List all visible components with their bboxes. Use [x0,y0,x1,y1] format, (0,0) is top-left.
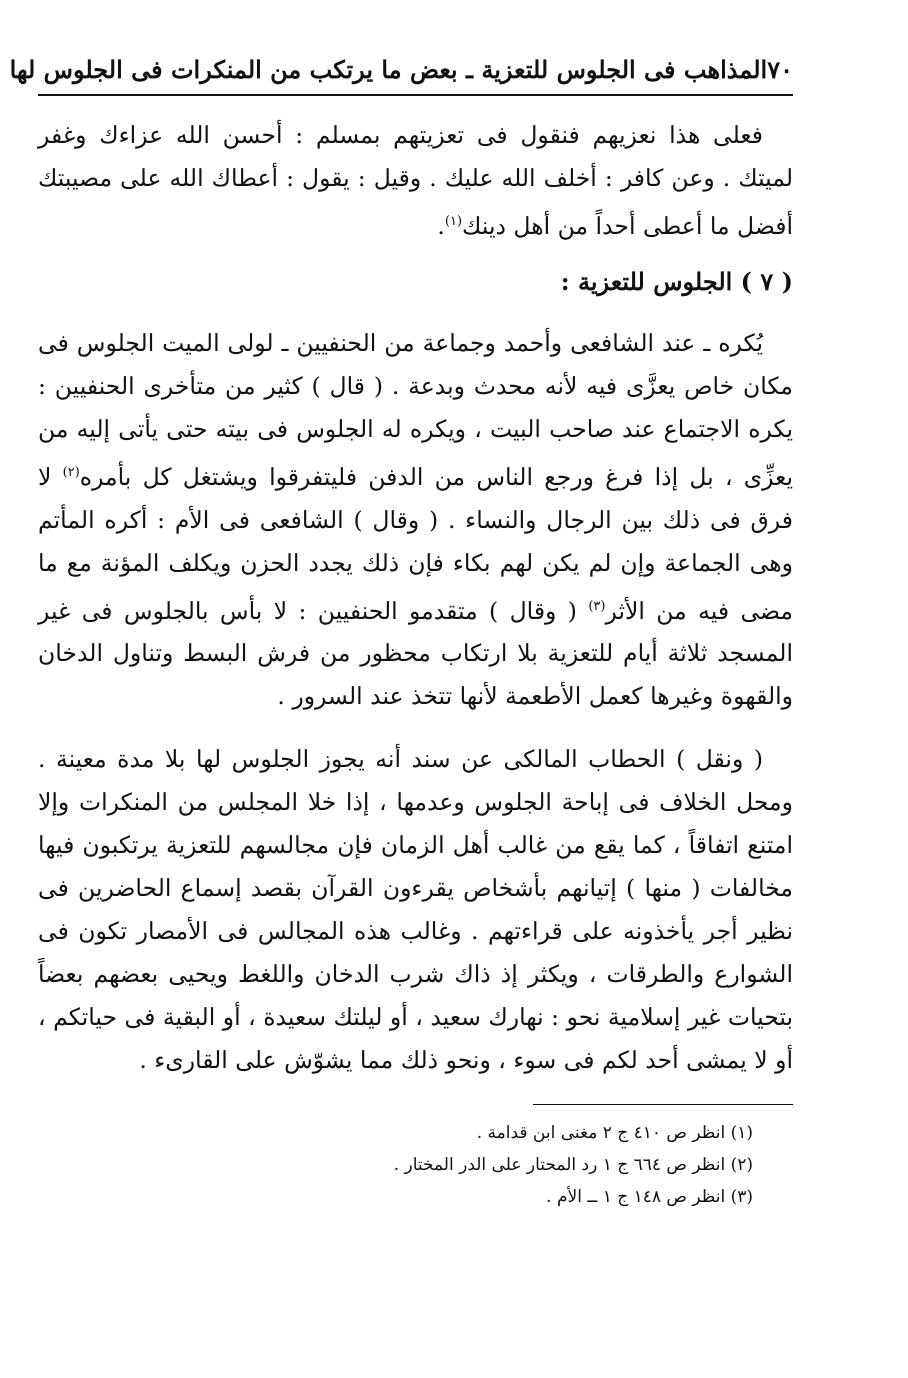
section-heading: ( ٧ ) الجلوس للتعزية : [560,266,793,296]
paragraph-gap [38,718,793,738]
paragraph-1-text: فعلى هذا نعزيهم فنقول فى تعزيتهم بمسلم : أحسن الله عزاءك وغفر لميتك . وعن كافر : أخلف الله عليك . وقيل : يقول : أعطاك الله على مصيبتك أفضل ما أعطى أحداً من أهل دينك [38,121,793,240]
paragraph-2-part-1: يُكره ـ عند الشافعى وأحمد وجماعة من الحنفيين ـ لولى الميت الجلوس فى مكان خاص يعزَّى فيه لأنه محدث وبدعة . ( قال ) كثير من متأخرى الحنفيين : يكره الاجتماع عند صاحب البيت ، ويكره له الجلوس فى بيته حتى يأتى إليه من يعزِّى ، بل إذا فرغ ورجع الناس من الدفن فليتفرقوا ويشتغل كل بأمره [38,328,794,491]
footnote-ref-1: (١) [444,214,463,229]
document-page [9,50,794,1213]
paragraph-1 [38,114,793,248]
footnote-rule [533,1104,793,1105]
body-text [38,114,793,1082]
running-title: المذاهب فى الجلوس للتعزية ـ بعض ما يرتكب من المنكرات فى الجلوس لها [9,55,768,84]
header-rule [38,94,793,96]
footnote-1: (١) انظر ص ٤١٠ ج ٢ مغنى ابن قدامة . [476,1123,753,1144]
page-number: ٧٠ [767,55,793,84]
paragraph-1-end: . [437,211,445,240]
footnote-ref-3: (٣) [588,598,606,614]
footnote-2: (٢) انظر ص ٦٦٤ ج ١ رد المحتار على الدر المختار . [393,1155,753,1176]
paragraph-2-part-3: ( وقال ) متقدمو الحنفيين : لا بأس بالجلوس فى غير المسجد ثلاثة أيام للتعزية بلا ارتكاب محظور من فرش البسط وتناول الدخان والقهوة وغيرها كعمل الأطعمة لأنها تتخذ عند السرور . [38,596,793,711]
footnotes [38,1117,793,1213]
paragraph-2-part-2: لا فرق فى ذلك بين الرجال والنساء . ( وقال ) الشافعى فى الأم : أكره المأتم وهى الجماعة وإن لم يكن لهم بكاء فإن ذلك يجدد الحزن ويكلف المؤنة مع ما مضى فيه من الأثر [38,462,794,625]
footnote-ref-2: (٢) [62,464,80,480]
page-header [9,50,793,90]
footnote-3: (٣) انظر ص ١٤٨ ج ١ ــ الأم . [546,1187,753,1208]
paragraph-2 [38,322,793,719]
paragraph-3: ( ونقل ) الحطاب المالكى عن سند أنه يجوز الجلوس لها بلا مدة معينة . ومحل الخلاف فى إباحة الجلوس وعدمها ، إذا خلا المجلس من المنكرات وإلا امتنع اتفاقاً ، كما يقع من غالب أهل الزمان فإن مجالسهم للتعزية يرتكبون فيها مخالفات ( منها ) إتيانهم بأشخاص يقرءون القرآن بقصد إسماع الحاضرين فى نظير أجر يأخذونه على قراءتهم . وغالب هذه المجالس فى الأمصار تكون فى الشوارع والطرقات ، ويكثر إذ ذاك شرب الدخان واللغط ويحيى بعضهم بعضاً بتحيات غير إسلامية نحو : نهارك سعيد ، أو ليلتك سعيدة ، أو البقية فى حياتكم ، أو لا يمشى أحد لكم فى سوء ، ونحو ذلك مما يشوّش على القارىء . [38,745,793,1075]
